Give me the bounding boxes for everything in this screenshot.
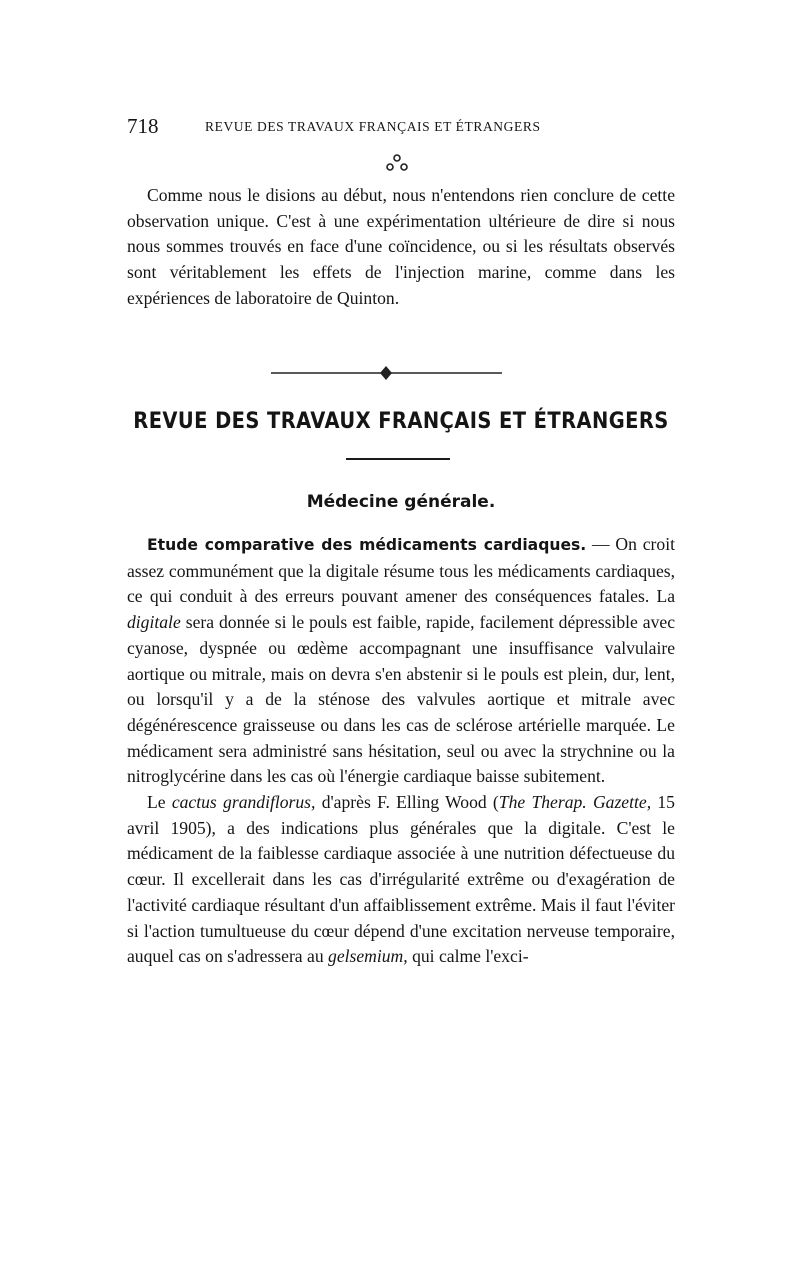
p2-italic-cactus: cactus grandiflorus, [171,792,316,813]
asterism-ornament-icon [384,152,410,174]
section-subheading: Médecine générale. [306,492,496,512]
diamond-rule-ornament-icon [271,366,502,380]
p2-text-d: qui calme l'exci- [407,946,529,967]
intro-text [127,183,675,312]
article-title: Etude comparative des médicaments cardiaques. [147,536,587,554]
running-head [127,114,677,144]
section-heading: REVUE DES TRAVAUX FRANÇAIS ET ÉTRANGERS [133,407,669,434]
running-title: REVUE DES TRAVAUX FRANÇAIS ET ÉTRANGERS [205,119,541,134]
p2-text-c: 15 avril 1905), a des indications plus générales que la digitale. C'est le médicament de la faiblesse cardiaque associée à une nutrition défectueuse du cœur. Il excellerait dans les cas d'irrégularité extrême ou d'exagération de l'activité cardiaque résultant d'un affaiblissement extrême. Mais il faut l'éviter si l'action tumultueuse du cœur dépend d'une excitation nerveuse temporaire, auquel cas on s'adressera au [127,792,675,967]
intro-paragraph: Comme nous le disions au début, nous n'entendons rien conclure de cette observation unique. C'est à une expérimentation ultérieure de dire si nous nous sommes trouvés en face d'une coïncidence, ou si les résultats observés sont véritablement les effets de l'injection marine, comme dans les expériences de laboratoire de Quinton. [127,185,675,308]
p2-italic-gelsemium: gelsemium, [328,946,408,967]
p2-text-a: Le [147,792,172,813]
p2-text-b: d'après F. Elling Wood ( [315,792,499,813]
p1-italic-digitale: digitale [127,612,181,633]
article-paragraph-2 [127,790,675,970]
article-body [127,532,675,970]
heading-rule [346,458,450,460]
p1-text-b: sera donnée si le pouls est faible, rapide, facilement dépressible avec cyanose, dyspnée ou œdème accompagnant une insuffisance valvulaire aortique ou mitrale, mais on devra s'en abstenir si le pouls est plein, dur, lent, ou lorsqu'il y a de la sténose des valvules aortique et mitrale avec dégénérescence graisseuse ou dans les cas de sclérose artérielle marquée. Le médicament sera administré sans hésitation, seul ou avec la strychnine ou la nitroglycérine dans les cas où l'énergie cardiaque baisse subitement. [127,612,675,787]
p2-italic-journal: The Therap. Gazette, [498,792,652,813]
page-number: 718 [127,114,159,138]
p1-text-a: — On croit assez communément que la digitale résume tous les médicaments cardiaques, ce qui conduit à des erreurs pouvant amener des conséquences fatales. La [127,534,675,607]
article-paragraph-1 [127,532,675,790]
